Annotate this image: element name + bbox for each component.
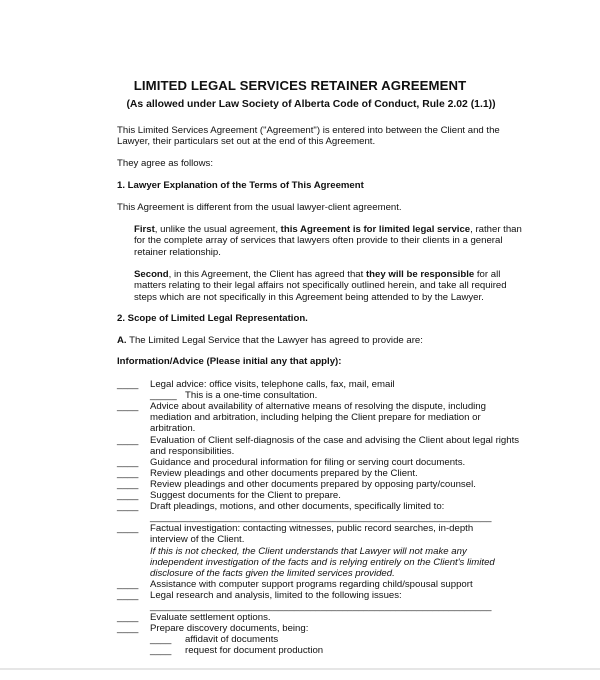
checklist-item-text: interview of the Client. — [150, 534, 245, 546]
checklist-item-text: disclosure of the facts given the limited services provided. — [150, 567, 395, 579]
checklist-item-text: Factual investigation: contacting witnesses, public record searches, in-depth — [150, 523, 474, 535]
checklist-item-text: If this is not checked, the Client understands that Lawyer will not make any — [150, 545, 467, 557]
fill-in-line[interactable]: ________________________________________________________________ — [150, 512, 492, 524]
checklist-item-text: arbitration. — [150, 423, 196, 435]
initial-blank[interactable]: ____ — [117, 578, 139, 590]
checklist-item-text: Advice about availability of alternative means of resolving the dispute, including — [150, 401, 486, 413]
second-paragraph — [134, 269, 507, 303]
intro-paragraph — [117, 125, 500, 148]
initial-blank[interactable]: ____ — [117, 379, 139, 390]
intro-line: Lawyer, their particulars set out at the end of this Agreement. — [117, 136, 376, 148]
document-title: LIMITED LEGAL SERVICES RETAINER AGREEMENT — [133, 78, 467, 93]
a-label: A. — [117, 335, 127, 346]
checklist-item-text: Suggest documents for the Client to prepare. — [150, 490, 341, 501]
agree-text: They agree as follows: — [117, 158, 213, 169]
text: , in this Agreement, the Client has agreed that — [168, 269, 366, 280]
initial-blank[interactable]: ____ — [117, 501, 139, 513]
second-label: Second — [134, 269, 169, 280]
checklist-item-text: Draft pleadings, motions, and other documents, specifically limited to: — [150, 501, 445, 513]
initial-blank[interactable]: ____ — [117, 456, 139, 468]
emphasis: they will be responsible — [365, 269, 475, 280]
checklist-item-text: Legal research and analysis, limited to the following issues: — [150, 589, 402, 601]
checklist-item-text: This is a one-time consultation. — [185, 390, 318, 402]
section-1-text: This Agreement is different from the usual lawyer-client agreement. — [117, 202, 402, 213]
first-paragraph — [134, 224, 522, 258]
text: for the complete array of services that lawyers often provide to their clients in a general — [134, 235, 503, 247]
info-advice-heading: Information/Advice (Please initial any that apply): — [117, 356, 342, 367]
checklist-item-text: Assistance with computer support programs regarding child/spousal support — [150, 578, 473, 590]
checklist-item-text: mediation and arbitration, including helping the Client prepare for mediation or — [150, 412, 481, 424]
checklist-item-text: Evaluation of Client self-diagnosis of the case and advising the Client about legal rights — [150, 434, 520, 446]
checklist-item-text: Prepare discovery documents, being: — [150, 623, 309, 635]
checklist-item-text: request for document production — [185, 645, 324, 657]
intro-line: This Limited Services Agreement ("Agreement") is entered into between the Client and the — [117, 125, 500, 136]
text: retainer relationship. — [134, 246, 221, 258]
checklist-item-text: affidavit of documents — [185, 634, 279, 646]
first-label: First — [134, 224, 155, 235]
text: steps which are not specifically in this Agreement being attended to by the Lawyer. — [134, 291, 484, 303]
checklist-item-text: Review pleadings and other documents prepared by opposing party/counsel. — [150, 478, 476, 490]
initial-blank[interactable]: ____ — [117, 401, 139, 413]
checklist-item-text: Evaluate settlement options. — [150, 612, 271, 624]
initial-blank[interactable]: ____ — [117, 623, 139, 635]
checklist-item-text: independent investigation of the facts and is relying entirely on the Client's limited — [150, 556, 495, 568]
initial-blank[interactable]: ____ — [150, 645, 172, 657]
section-2a-text — [117, 335, 423, 346]
text: , unlike the usual agreement, — [154, 224, 281, 235]
initial-blank[interactable]: _____ — [150, 390, 177, 402]
checklist-item-text: Review pleadings and other documents prepared by the Client. — [150, 467, 418, 479]
emphasis: this Agreement is for limited legal service — [280, 224, 471, 235]
initial-blank[interactable]: ____ — [117, 589, 139, 601]
text: for all — [474, 269, 501, 280]
fill-in-line[interactable]: ________________________________________________________________ — [150, 601, 492, 612]
initial-blank[interactable]: ____ — [117, 434, 139, 446]
document-subtitle: (As allowed under Law Society of Alberta Code of Conduct, Rule 2.02 (1.1)) — [126, 99, 496, 110]
text: , rather than — [470, 224, 522, 235]
initial-blank[interactable]: ____ — [117, 478, 139, 490]
initial-blank[interactable]: ____ — [150, 634, 172, 646]
checklist-item-text: Legal advice: office visits, telephone calls, fax, mail, email — [150, 379, 395, 390]
text: matters relating to their legal affairs not specifically outlined herein, and take all required — [134, 280, 507, 292]
checklist-item-text: and responsibilities. — [150, 445, 235, 457]
initial-blank[interactable]: ____ — [117, 467, 139, 479]
section-2-heading: 2. Scope of Limited Legal Representation. — [117, 313, 308, 324]
initial-blank[interactable]: ____ — [117, 612, 139, 624]
checklist-item-text: Guidance and procedural information for filing or serving court documents. — [150, 456, 466, 468]
text: The Limited Legal Service that the Lawyer has agreed to provide are: — [126, 335, 423, 346]
initial-blank[interactable]: ____ — [117, 490, 139, 501]
initial-blank[interactable]: ____ — [117, 523, 139, 535]
section-1-heading: 1. Lawyer Explanation of the Terms of This Agreement — [117, 180, 364, 191]
